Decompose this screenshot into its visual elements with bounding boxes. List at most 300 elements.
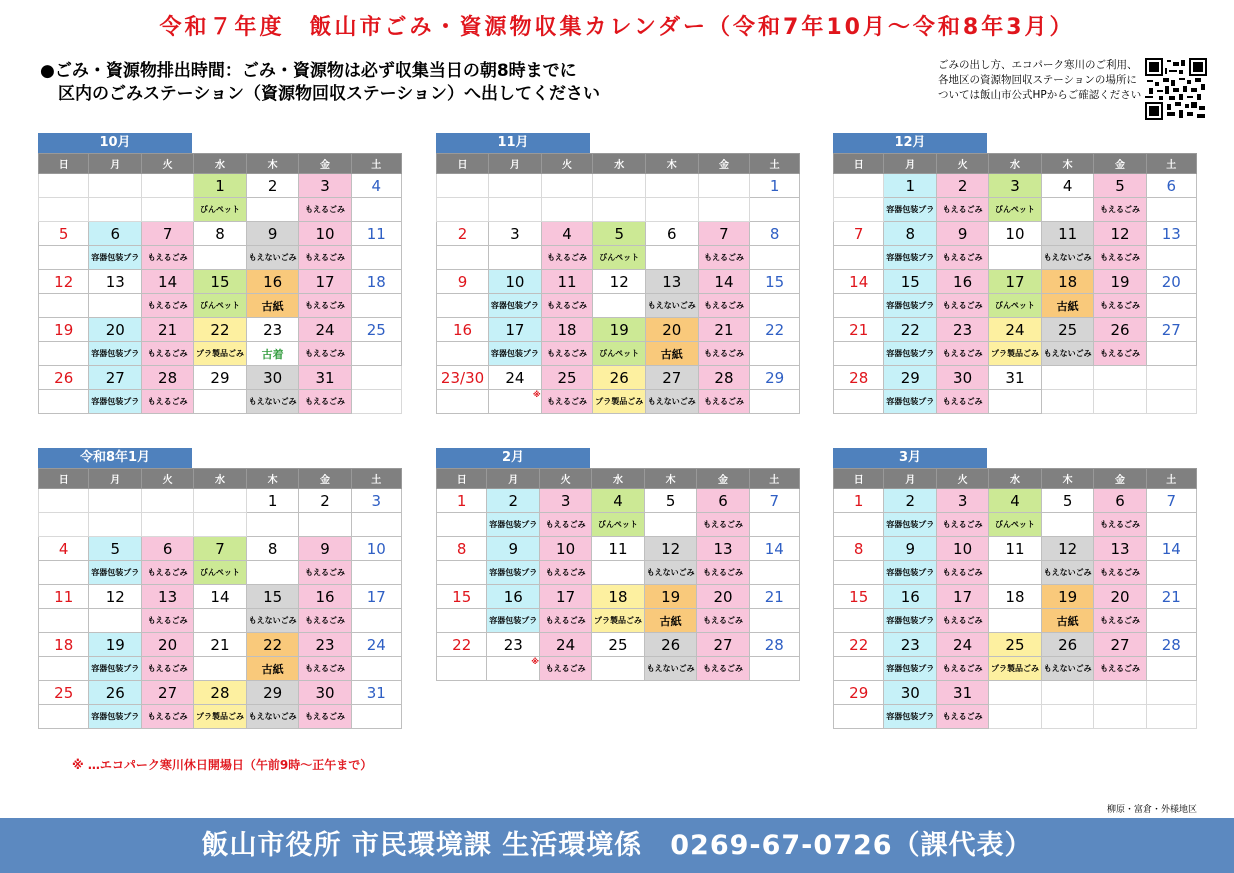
collection-label: もえるごみ — [937, 294, 989, 318]
collection-label: もえるごみ — [698, 390, 750, 414]
day-number: 3 — [489, 222, 542, 246]
collection-label — [1094, 705, 1146, 729]
day-number: 27 — [646, 366, 699, 390]
day-number: 9 — [937, 222, 989, 246]
day-number: 17 — [937, 585, 989, 609]
collection-label: もえるごみ — [1094, 609, 1146, 633]
day-number: 14 — [1146, 537, 1196, 561]
collection-label: もえるごみ — [1094, 657, 1146, 681]
day-number: 16 — [937, 270, 989, 294]
collection-label — [39, 561, 89, 585]
weekday-header: 水 — [593, 154, 646, 174]
day-number: 24 — [540, 633, 592, 657]
collection-label: もえないごみ — [246, 609, 299, 633]
collection-label — [750, 198, 800, 222]
collection-label: 容器包装プラ — [487, 513, 540, 537]
collection-label: 容器包装プラ — [89, 657, 142, 681]
day-number: 5 — [39, 222, 89, 246]
day-number: 25 — [39, 681, 89, 705]
collection-label — [749, 513, 799, 537]
day-number: 5 — [89, 537, 142, 561]
collection-label: もえるごみ — [540, 609, 592, 633]
collection-label — [1146, 609, 1196, 633]
collection-label — [39, 294, 89, 318]
collection-label: 容器包装プラ — [884, 513, 937, 537]
month-grid — [436, 468, 800, 681]
day-number: 4 — [989, 489, 1042, 513]
day-number: 7 — [834, 222, 884, 246]
day-number: 8 — [246, 537, 299, 561]
day-number: 19 — [89, 633, 142, 657]
collection-label — [351, 705, 401, 729]
weekday-header: 土 — [1146, 469, 1196, 489]
day-number: 26 — [1041, 633, 1094, 657]
collection-label: プラ製品ごみ — [593, 390, 646, 414]
day-number: 17 — [489, 318, 542, 342]
legend-note: ※ …エコパーク寒川休日開場日（午前9時～正午まで） — [72, 758, 373, 772]
day-number: 1 — [246, 489, 299, 513]
day-number: 26 — [89, 681, 142, 705]
collection-label: もえないごみ — [646, 390, 699, 414]
collection-label: もえるごみ — [142, 342, 194, 366]
collection-label: もえるごみ — [540, 513, 592, 537]
notice-line-2: 区内のごみステーション（資源物回収ステーション）へ出してください — [58, 84, 600, 104]
day-number: 13 — [646, 270, 699, 294]
day-number — [39, 174, 89, 198]
day-number: 25 — [351, 318, 401, 342]
day-number: 13 — [697, 537, 749, 561]
collection-label: 容器包装プラ — [884, 198, 937, 222]
weekday-header: 土 — [750, 154, 800, 174]
day-number: 18 — [541, 318, 593, 342]
day-number: 23/30 — [437, 366, 489, 390]
day-number: 4 — [541, 222, 593, 246]
weekday-header: 水 — [194, 469, 247, 489]
qr-code-icon[interactable] — [1145, 58, 1207, 120]
day-number: 9 — [884, 537, 937, 561]
weekday-header: 木 — [644, 469, 697, 489]
day-number: 11 — [39, 585, 89, 609]
day-number: 31 — [937, 681, 989, 705]
collection-label — [646, 198, 699, 222]
weekday-header: 土 — [1146, 154, 1196, 174]
day-number: 2 — [487, 489, 540, 513]
collection-label — [1041, 198, 1094, 222]
day-number: 30 — [246, 366, 299, 390]
collection-label — [194, 657, 247, 681]
collection-label: もえるごみ — [1094, 246, 1146, 270]
day-number: 21 — [1146, 585, 1196, 609]
weekday-header: 木 — [246, 469, 299, 489]
day-number: 29 — [750, 366, 800, 390]
collection-label: もえるごみ — [299, 246, 351, 270]
day-number: 11 — [541, 270, 593, 294]
collection-label — [989, 390, 1042, 414]
day-number: 8 — [884, 222, 937, 246]
month-label: 令和8年1月 — [38, 448, 192, 468]
weekday-header: 火 — [142, 154, 194, 174]
weekday-header: 月 — [489, 154, 542, 174]
collection-label: もえるごみ — [299, 390, 351, 414]
day-number: 22 — [834, 633, 884, 657]
day-number: 29 — [834, 681, 884, 705]
day-number: 25 — [989, 633, 1042, 657]
weekday-header: 土 — [749, 469, 799, 489]
collection-label: もえるごみ — [142, 609, 194, 633]
month-label: 3月 — [833, 448, 987, 468]
day-number: 19 — [593, 318, 646, 342]
day-number — [698, 174, 750, 198]
collection-label: もえるごみ — [937, 561, 989, 585]
weekday-header: 日 — [834, 154, 884, 174]
day-number: 15 — [750, 270, 800, 294]
day-number: 11 — [989, 537, 1042, 561]
collection-label: もえるごみ — [142, 390, 194, 414]
ecopark-open-mark: ※ — [487, 657, 540, 681]
collection-label: プラ製品ごみ — [194, 705, 247, 729]
month-grid — [833, 153, 1197, 414]
day-number — [1041, 681, 1094, 705]
day-number: 15 — [437, 585, 487, 609]
website-info-text: ごみの出し方、エコパーク寒川のご利用、各地区の資源物回収ステーションの場所については飯山市公式HPからご確認ください — [938, 59, 1142, 101]
collection-label: もえないごみ — [246, 705, 299, 729]
day-number: 8 — [437, 537, 487, 561]
day-number: 28 — [834, 366, 884, 390]
collection-label — [351, 561, 401, 585]
collection-label — [142, 198, 194, 222]
collection-label: 容器包装プラ — [89, 246, 142, 270]
day-number: 17 — [351, 585, 401, 609]
weekday-header: 火 — [937, 469, 989, 489]
collection-label — [593, 198, 646, 222]
day-number: 4 — [592, 489, 645, 513]
day-number — [1146, 366, 1196, 390]
collection-label: もえるごみ — [937, 657, 989, 681]
collection-label: もえるごみ — [698, 246, 750, 270]
weekday-header: 日 — [437, 154, 489, 174]
month-label: 12月 — [833, 133, 987, 153]
collection-label — [1146, 561, 1196, 585]
day-number — [989, 681, 1042, 705]
day-number: 27 — [1146, 318, 1196, 342]
day-number: 26 — [1094, 318, 1146, 342]
day-number: 17 — [540, 585, 592, 609]
collection-label — [834, 513, 884, 537]
day-number: 19 — [39, 318, 89, 342]
day-number: 29 — [884, 366, 937, 390]
day-number: 21 — [834, 318, 884, 342]
collection-label: 容器包装プラ — [884, 657, 937, 681]
day-number: 3 — [540, 489, 592, 513]
day-number: 2 — [884, 489, 937, 513]
weekday-header: 火 — [541, 154, 593, 174]
day-number: 24 — [937, 633, 989, 657]
collection-label — [437, 342, 489, 366]
day-number: 5 — [593, 222, 646, 246]
collection-label: 容器包装プラ — [884, 342, 937, 366]
day-number: 3 — [937, 489, 989, 513]
collection-label — [1146, 390, 1196, 414]
collection-label — [750, 342, 800, 366]
day-number: 15 — [884, 270, 937, 294]
day-number: 29 — [194, 366, 247, 390]
day-number: 17 — [299, 270, 351, 294]
day-number: 18 — [1041, 270, 1094, 294]
collection-label: もえるごみ — [937, 342, 989, 366]
day-number: 12 — [39, 270, 89, 294]
day-number: 9 — [487, 537, 540, 561]
day-number: 28 — [1146, 633, 1196, 657]
collection-label — [39, 657, 89, 681]
collection-time-notice — [40, 60, 600, 106]
collection-label: 容器包装プラ — [884, 246, 937, 270]
day-number: 28 — [749, 633, 799, 657]
collection-label: 古紙 — [1041, 294, 1094, 318]
day-number: 12 — [644, 537, 697, 561]
weekday-header: 日 — [834, 469, 884, 489]
collection-label: もえるごみ — [697, 609, 749, 633]
day-number: 26 — [593, 366, 646, 390]
day-number: 6 — [697, 489, 749, 513]
collection-label — [989, 609, 1042, 633]
collection-label: もえるごみ — [142, 246, 194, 270]
collection-label: プラ製品ごみ — [592, 609, 645, 633]
collection-label: もえるごみ — [1094, 198, 1146, 222]
collection-label: 容器包装プラ — [884, 705, 937, 729]
weekday-header: 金 — [697, 469, 749, 489]
collection-label — [89, 513, 142, 537]
day-number: 16 — [884, 585, 937, 609]
day-number: 22 — [194, 318, 247, 342]
weekday-header: 金 — [1094, 469, 1146, 489]
collection-label: もえるごみ — [540, 561, 592, 585]
collection-label: もえるごみ — [1094, 513, 1146, 537]
day-number: 21 — [698, 318, 750, 342]
day-number: 30 — [299, 681, 351, 705]
collection-label — [39, 342, 89, 366]
day-number — [1146, 681, 1196, 705]
collection-label — [246, 513, 299, 537]
collection-label: 古紙 — [1041, 609, 1094, 633]
month-label: 11月 — [436, 133, 590, 153]
day-number: 19 — [644, 585, 697, 609]
collection-label: もえるごみ — [937, 390, 989, 414]
collection-label: もえないごみ — [1041, 657, 1094, 681]
weekday-header: 水 — [194, 154, 247, 174]
collection-label — [351, 657, 401, 681]
day-number: 10 — [989, 222, 1042, 246]
collection-label — [489, 198, 542, 222]
collection-label: 容器包装プラ — [884, 390, 937, 414]
day-number: 1 — [194, 174, 247, 198]
day-number: 14 — [834, 270, 884, 294]
collection-label: もえないごみ — [1041, 246, 1094, 270]
day-number: 8 — [194, 222, 247, 246]
collection-label — [351, 294, 401, 318]
collection-label: もえるごみ — [142, 705, 194, 729]
day-number: 5 — [644, 489, 697, 513]
day-number: 31 — [351, 681, 401, 705]
weekday-header: 日 — [437, 469, 487, 489]
page-title: 令和７年度 飯山市ごみ・資源物収集カレンダー（令和7年10月～令和8年3月） — [159, 15, 1075, 40]
collection-label — [437, 198, 489, 222]
collection-label — [750, 246, 800, 270]
weekday-header: 水 — [989, 469, 1042, 489]
collection-label — [834, 705, 884, 729]
collection-label — [592, 561, 645, 585]
collection-label — [39, 513, 89, 537]
collection-label: 容器包装プラ — [487, 609, 540, 633]
day-number: 25 — [592, 633, 645, 657]
collection-label — [1146, 198, 1196, 222]
day-number: 28 — [194, 681, 247, 705]
day-number: 21 — [194, 633, 247, 657]
collection-label — [834, 657, 884, 681]
day-number — [89, 489, 142, 513]
day-number — [1041, 366, 1094, 390]
day-number: 4 — [39, 537, 89, 561]
collection-label — [194, 246, 247, 270]
collection-label — [1146, 342, 1196, 366]
day-number: 6 — [1094, 489, 1146, 513]
day-number: 24 — [989, 318, 1042, 342]
collection-label — [351, 246, 401, 270]
day-number: 17 — [989, 270, 1042, 294]
day-number — [142, 174, 194, 198]
collection-label: 容器包装プラ — [884, 609, 937, 633]
weekday-header: 金 — [1094, 154, 1146, 174]
day-number: 30 — [937, 366, 989, 390]
collection-label: 容器包装プラ — [884, 294, 937, 318]
day-number — [351, 366, 401, 390]
collection-label: もえるごみ — [142, 561, 194, 585]
day-number: 9 — [246, 222, 299, 246]
day-number: 22 — [884, 318, 937, 342]
collection-label — [89, 198, 142, 222]
collection-label — [351, 609, 401, 633]
month-label: 2月 — [436, 448, 590, 468]
collection-label: もえるごみ — [299, 657, 351, 681]
collection-label: もえるごみ — [937, 705, 989, 729]
day-number: 20 — [142, 633, 194, 657]
collection-label — [39, 609, 89, 633]
collection-label: もえるごみ — [541, 246, 593, 270]
day-number: 22 — [246, 633, 299, 657]
collection-label — [834, 561, 884, 585]
collection-label — [437, 246, 489, 270]
collection-label: 容器包装プラ — [89, 705, 142, 729]
collection-label — [592, 657, 645, 681]
day-number: 14 — [142, 270, 194, 294]
day-number: 1 — [437, 489, 487, 513]
collection-label — [834, 198, 884, 222]
footer-contact: 飯山市役所 市民環境課 生活環境係 0269-67-0726（課代表） — [0, 818, 1234, 873]
collection-label: びんペット — [593, 246, 646, 270]
collection-label: もえるごみ — [1094, 561, 1146, 585]
collection-label — [89, 609, 142, 633]
day-number: 27 — [1094, 633, 1146, 657]
day-number: 11 — [1041, 222, 1094, 246]
collection-label — [1146, 657, 1196, 681]
collection-label — [89, 294, 142, 318]
collection-label — [437, 561, 487, 585]
weekday-header: 土 — [351, 154, 401, 174]
day-number: 4 — [1041, 174, 1094, 198]
day-number: 23 — [299, 633, 351, 657]
day-number: 15 — [246, 585, 299, 609]
collection-label: もえるごみ — [697, 513, 749, 537]
collection-label: もえるごみ — [299, 705, 351, 729]
day-number: 23 — [937, 318, 989, 342]
day-number: 26 — [644, 633, 697, 657]
collection-label: びんペット — [989, 198, 1042, 222]
weekday-header: 金 — [299, 469, 351, 489]
collection-label — [749, 657, 799, 681]
day-number: 13 — [1146, 222, 1196, 246]
day-number — [834, 174, 884, 198]
day-number: 3 — [989, 174, 1042, 198]
weekday-header: 水 — [989, 154, 1042, 174]
day-number — [541, 174, 593, 198]
weekday-header: 木 — [1041, 469, 1094, 489]
collection-label — [541, 198, 593, 222]
collection-label: プラ製品ごみ — [989, 342, 1042, 366]
weekday-header: 日 — [39, 469, 89, 489]
day-number: 12 — [89, 585, 142, 609]
day-number — [89, 174, 142, 198]
collection-label — [437, 657, 487, 681]
collection-label — [646, 246, 699, 270]
collection-label — [1146, 513, 1196, 537]
day-number: 22 — [437, 633, 487, 657]
collection-label: もえないごみ — [1041, 342, 1094, 366]
day-number: 19 — [1094, 270, 1146, 294]
day-number: 11 — [592, 537, 645, 561]
collection-label — [1146, 705, 1196, 729]
collection-label: もえないごみ — [1041, 561, 1094, 585]
collection-label — [194, 513, 247, 537]
collection-label: もえないごみ — [246, 390, 299, 414]
collection-label: 古紙 — [644, 609, 697, 633]
collection-label: もえるごみ — [697, 561, 749, 585]
collection-label: 容器包装プラ — [89, 561, 142, 585]
collection-label: もえるごみ — [541, 390, 593, 414]
day-number: 4 — [351, 174, 401, 198]
collection-label: 容器包装プラ — [89, 342, 142, 366]
day-number: 24 — [489, 366, 542, 390]
day-number: 23 — [487, 633, 540, 657]
day-number: 14 — [194, 585, 247, 609]
day-number: 10 — [937, 537, 989, 561]
collection-label: びんペット — [593, 342, 646, 366]
collection-label — [834, 342, 884, 366]
collection-label — [299, 513, 351, 537]
weekday-header: 月 — [89, 154, 142, 174]
weekday-header: 木 — [646, 154, 699, 174]
day-number: 24 — [299, 318, 351, 342]
collection-label: もえないごみ — [644, 657, 697, 681]
collection-label: びんペット — [194, 294, 247, 318]
weekday-header: 木 — [1041, 154, 1094, 174]
weekday-header: 月 — [884, 154, 937, 174]
weekday-header: 火 — [540, 469, 592, 489]
area-label: 柳原・富倉・外様地区 — [1106, 805, 1197, 815]
collection-label: もえるごみ — [1094, 342, 1146, 366]
collection-label: 容器包装プラ — [89, 390, 142, 414]
day-number: 7 — [749, 489, 799, 513]
day-number: 24 — [351, 633, 401, 657]
collection-label — [750, 294, 800, 318]
